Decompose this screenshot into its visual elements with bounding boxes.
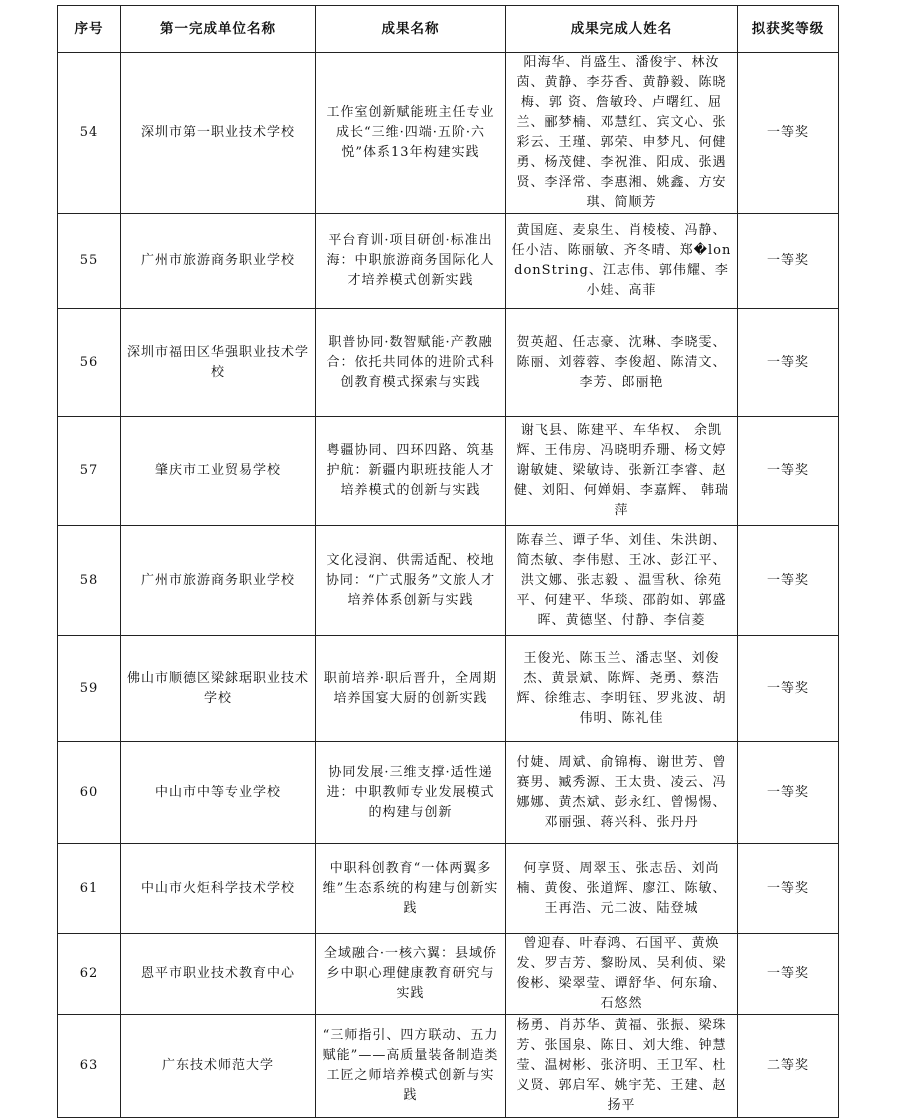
cell-title: 粤疆协同、四环四路、筑基护航：新疆内职班技能人才培养模式的创新与实践: [316, 417, 506, 526]
table-row: [58, 636, 839, 742]
header-people: 成果完成人姓名: [506, 6, 738, 53]
cell-award: 一等奖: [738, 214, 839, 309]
cell-no: 60: [58, 742, 121, 844]
cell-unit: 中山市火炬科学技术学校: [121, 844, 316, 934]
cell-no: 63: [58, 1015, 121, 1118]
cell-award: 一等奖: [738, 742, 839, 844]
header-no: 序号: [58, 6, 121, 53]
table-row: [58, 844, 839, 934]
cell-no: 58: [58, 526, 121, 636]
cell-unit: 广东技术师范大学: [121, 1015, 316, 1118]
cell-no: 57: [58, 417, 121, 526]
cell-people: 王俊光、陈玉兰、潘志坚、刘俊杰、黄景斌、陈辉、尧勇、蔡浩辉、徐维志、李明钰、罗兆波、胡伟明、陈礼佳: [506, 636, 738, 742]
cell-no: 54: [58, 53, 121, 214]
table-row: [58, 214, 839, 309]
cell-people: 付婕、周斌、俞锦梅、谢世芳、曾赛男、臧秀源、王太贵、凌云、冯娜娜、黄杰斌、彭永红、曾惕惕、邓丽强、蒋兴科、张丹丹: [506, 742, 738, 844]
table-row: [58, 934, 839, 1015]
cell-award: 一等奖: [738, 636, 839, 742]
cell-no: 55: [58, 214, 121, 309]
cell-award: 二等奖: [738, 1015, 839, 1118]
table-row: [58, 742, 839, 844]
table-row: [58, 309, 839, 417]
cell-people: 谢飞县、陈建平、车华权、 余凯辉、王伟房、冯晓明乔珊、杨文婷谢敏婕、梁敏诗、张新江李睿、赵健、刘阳、何婵娟、李嘉辉、 韩瑞萍: [506, 417, 738, 526]
cell-title: 协同发展·三维支撑·适性递进：中职教师专业发展模式的构建与创新: [316, 742, 506, 844]
cell-people: 陈春兰、谭子华、刘佳、朱洪朗、简杰敏、李伟慰、王冰、彭江平、洪文娜、张志毅 、温雪秋、徐苑平、何建平、华琰、邵韵如、郭盛晖、黄德坚、付静、李信菱: [506, 526, 738, 636]
cell-unit: 佛山市顺德区梁銶琚职业技术学校: [121, 636, 316, 742]
cell-award: 一等奖: [738, 309, 839, 417]
cell-title: 平台育训·项目研创·标准出海：中职旅游商务国际化人才培养模式创新实践: [316, 214, 506, 309]
cell-title: 文化浸润、供需适配、校地协同：“广式服务”文旅人才培养体系创新与实践: [316, 526, 506, 636]
cell-unit: 恩平市职业技术教育中心: [121, 934, 316, 1015]
header-unit: 第一完成单位名称: [121, 6, 316, 53]
table-row: [58, 417, 839, 526]
cell-title: 工作室创新赋能班主任专业成长“三维·四端·五阶·六悦”体系13年构建实践: [316, 53, 506, 214]
cell-award: 一等奖: [738, 844, 839, 934]
cell-people: 黄国庭、麦泉生、肖棱棱、冯静、任小洁、陈丽敏、齐冬晴、郑�londonString、江志伟、郭伟耀、李小娃、高菲: [506, 214, 738, 309]
cell-unit: 深圳市第一职业技术学校: [121, 53, 316, 214]
cell-title: “三师指引、四方联动、五力赋能”——高质量装备制造类工匠之师培养模式创新与实践: [316, 1015, 506, 1118]
table-row: [58, 53, 839, 214]
cell-award: 一等奖: [738, 417, 839, 526]
cell-people: 何享贤、周翠玉、张志岳、刘尚楠、黄俊、张道辉、廖江、陈敏、王再浩、元二波、陆登城: [506, 844, 738, 934]
cell-award: 一等奖: [738, 53, 839, 214]
cell-no: 56: [58, 309, 121, 417]
cell-title: 职普协同·数智赋能·产教融合：依托共同体的进阶式科创教育模式探索与实践: [316, 309, 506, 417]
cell-unit: 肇庆市工业贸易学校: [121, 417, 316, 526]
table-row: [58, 526, 839, 636]
header-title: 成果名称: [316, 6, 506, 53]
cell-people: 贺英超、任志豪、沈琳、李晓雯、陈丽、刘蓉蓉、李俊超、陈清文、李芳、郎丽艳: [506, 309, 738, 417]
cell-title: 全域融合·一核六翼：县域侨乡中职心理健康教育研究与实践: [316, 934, 506, 1015]
awards-table: [57, 5, 839, 1118]
cell-unit: 深圳市福田区华强职业技术学校: [121, 309, 316, 417]
cell-people: 阳海华、肖盛生、潘俊宇、林汝茵、黄静、李芬香、黄静毅、陈晓梅、郭 资、詹敏玲、卢曙红、屈兰、郦梦楠、邓慧红、宾文心、张彩云、王瑾、郭荣、申梦凡、何健勇、杨茂健、李祝淮、阳成、张遇贤、李泽常、李惠湘、姚鑫、方安琪、简顺芳: [506, 53, 738, 214]
cell-unit: 广州市旅游商务职业学校: [121, 526, 316, 636]
cell-award: 一等奖: [738, 526, 839, 636]
cell-people: 曾迎春、叶春鸿、石国平、黄焕发、罗吉芳、黎盼凤、吴利侦、梁俊彬、梁翠莹、谭舒华、何东瑜、石悠然: [506, 934, 738, 1015]
cell-unit: 中山市中等专业学校: [121, 742, 316, 844]
cell-title: 职前培养·职后晋升，全周期培养国宴大厨的创新实践: [316, 636, 506, 742]
cell-people: 杨勇、肖苏华、黄福、张振、梁珠芳、张国泉、陈日、刘大维、钟慧莹、温树彬、张济明、王卫军、杜义贤、郭启军、姚宇芜、王建、赵扬平: [506, 1015, 738, 1118]
cell-title: 中职科创教育“一体两翼多维”生态系统的构建与创新实践: [316, 844, 506, 934]
cell-no: 59: [58, 636, 121, 742]
cell-no: 62: [58, 934, 121, 1015]
cell-award: 一等奖: [738, 934, 839, 1015]
table-row: [58, 1015, 839, 1118]
cell-unit: 广州市旅游商务职业学校: [121, 214, 316, 309]
header-award: 拟获奖等级: [738, 6, 839, 53]
header-row: [58, 6, 839, 53]
cell-no: 61: [58, 844, 121, 934]
